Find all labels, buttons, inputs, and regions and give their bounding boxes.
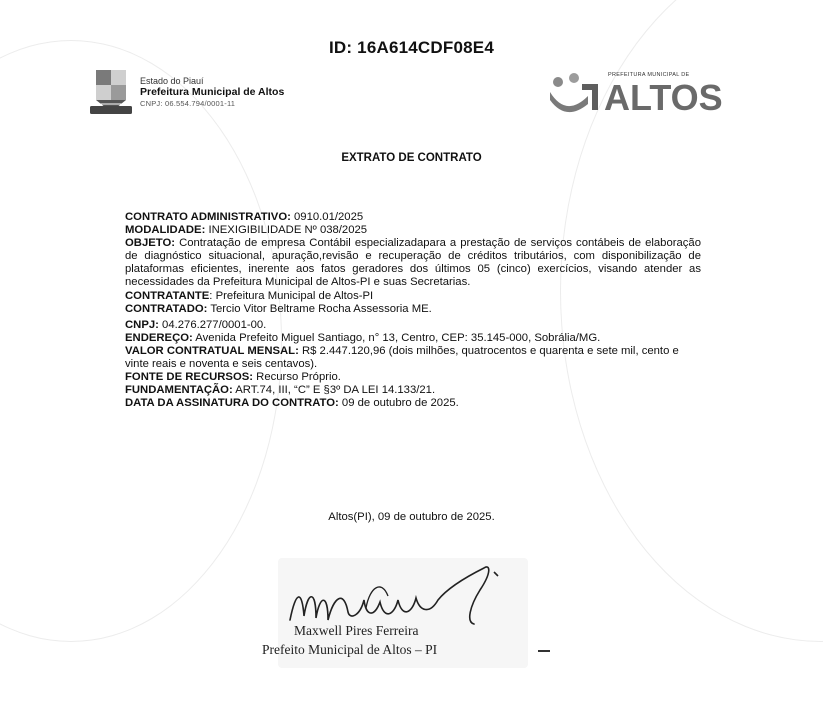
data-assinatura-line: DATA DA ASSINATURA DO CONTRATO: 09 de outubro de 2025. [125, 397, 459, 410]
valor-line: VALOR CONTRATUAL MENSAL: R$ 2.447.120,96 (dois milhões, quatrocentos e quarenta e sete mil, cento e vinte reais e noventa e seis centavos). [125, 344, 679, 371]
logo-caption: PREFEITURA MUNICIPAL DE [608, 72, 690, 78]
altos-logo [548, 70, 738, 116]
document-id: ID: 16A614CDF08E4 [329, 38, 494, 57]
contratado-line: CONTRATADO: Tercio Vitor Beltrame Rocha Assessoria ME. [125, 302, 432, 315]
prefeitura-name: Prefeitura Municipal de Altos [140, 85, 285, 98]
municipal-header [88, 68, 284, 116]
dash-mark [538, 650, 550, 652]
document-title: EXTRATO DE CONTRATO [341, 152, 482, 164]
contratante-line: CONTRATANTE: Prefeitura Municipal de Altos-PI [125, 289, 374, 302]
logo-emblem-icon [548, 70, 604, 116]
place-and-date: Altos(PI), 09 de outubro de 2025. [328, 511, 495, 523]
coat-of-arms-icon [88, 68, 134, 116]
endereco-line: ENDEREÇO: Avenida Prefeito Miguel Santiago, n° 13, Centro, CEP: 35.145-000, Sobrália/MG. [125, 331, 601, 344]
contrato-line: CONTRATO ADMINISTRATIVO: 0910.01/2025 [125, 211, 364, 223]
contract-body [125, 211, 701, 410]
objeto-paragraph: OBJETO: Contratação de empresa Contábil especializadapara a prestação de serviços contábeis de elaboração de diagnóstico situacional, apuração,revisão e recuperação de créditos tributários, com disponibilização de plataformas eficientes, inerente aos fatos geradores dos últimos 05 (cinco) exercícios, visando atender as necessidades da Prefeitura Municipal de Altos-PI e suas Secretarias. [125, 237, 701, 289]
signatory-name: Maxwell Pires Ferreira [294, 623, 419, 638]
prefeitura-cnpj: CNPJ: 06.554.794/0001-11 [140, 98, 236, 108]
fundamentacao-line: FUNDAMENTAÇÃO: ART.74, III, “C” E §3º DA LEI 14.133/21. [125, 384, 436, 397]
signatory-role: Prefeito Municipal de Altos – PI [262, 642, 438, 657]
logo-wordmark: ALTOS [604, 77, 723, 118]
cnpj-line: CNPJ: 04.276.277/0001-00. [125, 318, 267, 331]
signature-block [250, 550, 580, 680]
modalidade-line: MODALIDADE: INEXIGIBILIDADE Nº 038/2025 [125, 224, 368, 237]
fonte-line: FONTE DE RECURSOS: Recurso Próprio. [125, 371, 341, 384]
state-name: Estado do Piauí [140, 75, 204, 86]
